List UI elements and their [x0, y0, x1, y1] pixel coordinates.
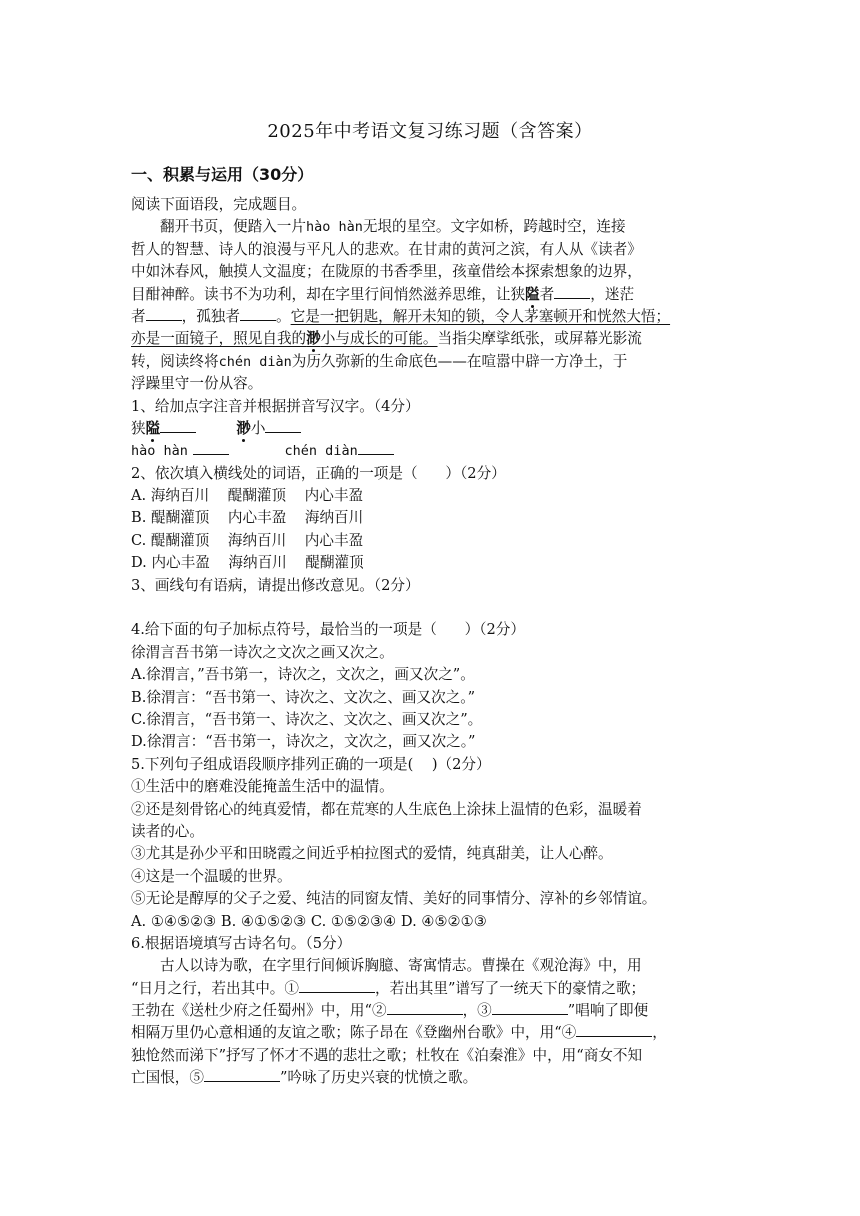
page-title: 2025年中考语文复习练习题（含答案）: [267, 121, 593, 142]
text: 转，阅读终将: [131, 352, 219, 370]
q6-line: [131, 1022, 731, 1044]
text: ，迷茫: [590, 285, 635, 303]
question-stem: 6.根据语境填写古诗名句。（5分）: [131, 934, 352, 952]
pinyin-text: hào hàn: [305, 219, 363, 236]
dotted-char: 渺: [236, 419, 251, 437]
text: 王勃在《送杜少府之任蜀州》中，用“②: [131, 1002, 387, 1020]
underlined-sentence: 它是一把钥匙，解开未知的锁，令人茅塞顿开和恍然大悟；: [290, 307, 671, 325]
option-line: B.徐渭言：“吾书第一、诗次之、文次之、画又次之。”: [131, 688, 476, 706]
q6-line: 古人以诗为歌，在字里行间倾诉胸臆、寄寓情志。曹操在《观沧海》中，用: [160, 957, 642, 975]
sentence-item: ④这是一个温暖的世界。: [131, 867, 292, 885]
question-stem: 3、画线句有语病，请提出修改意见。（2分）: [131, 576, 420, 594]
q1-pinyin-row: [131, 440, 731, 462]
passage-line: [131, 284, 731, 306]
document-body: [131, 194, 731, 1090]
question-stem: 4.给下面的句子加标点符号，最恰当的一项是（ ）（2分）: [131, 621, 525, 639]
text: 目酣神醉。读书不为功利，却在字里行间悄然滋养思维，让狭: [131, 285, 526, 303]
question-stem: 1、给加点字注音并根据拼音写汉字。（4分）: [131, 397, 420, 415]
fill-blank[interactable]: [554, 284, 590, 299]
poem-blank[interactable]: [299, 978, 375, 993]
poem-blank[interactable]: [387, 1000, 463, 1015]
dotted-char: 隘: [525, 285, 540, 303]
fill-blank[interactable]: [240, 306, 276, 321]
sentence-item: ①生活中的磨难没能掩盖生活中的温情。: [131, 778, 394, 796]
q1-answer-row: [131, 418, 731, 440]
text: ，孤独者: [181, 307, 240, 325]
q6-line: [131, 978, 731, 1000]
text: ，若出其里”谱写了一统天下的豪情之歌；: [375, 979, 646, 997]
text: 者: [539, 285, 555, 303]
q6-line: [131, 1000, 731, 1022]
text: ”吟咏了历史兴衰的忧愤之歌。: [279, 1069, 478, 1087]
underlined-sentence: 小与成长的可能。: [320, 330, 438, 348]
option-line: A.徐渭言，”吾书第一，诗次之，文次之，画又次之”。: [131, 666, 475, 684]
underlined-sentence: 亦是一面镜子，照见自我的: [131, 330, 307, 348]
passage-line: [131, 306, 731, 328]
answer-blank[interactable]: [358, 440, 394, 455]
text: ，: [652, 1024, 667, 1042]
text: 者: [131, 307, 146, 325]
sentence-item: ②还是刻骨铭心的纯真爱情，都在荒寒的人生底色上涂抹上温情的色彩，温暖着: [131, 800, 642, 818]
passage-line: 哲人的智慧、诗人的浪漫与平凡人的悲欢。在甘肃的黄河之滨，有人从《读者》: [131, 240, 642, 258]
option-line: A. 海纳百川 醍醐灌顶 内心丰盈: [131, 487, 364, 505]
text: 翻开书页，便踏入一片: [160, 218, 306, 236]
text: 为历久弥新的生命底色——在喧嚣中辟一方净土，于: [291, 352, 628, 370]
answer-space: [131, 597, 731, 619]
option-line: D. 内心丰盈 海纳百川 醍醐灌顶: [131, 554, 364, 572]
text: 无垠的星空。文字如桥，跨越时空，连接: [362, 218, 626, 236]
sentence-item: ③尤其是孙少平和田晓霞之间近乎柏拉图式的爱情，纯真甜美，让人心醉。: [131, 845, 613, 863]
pinyin-text: chén diàn: [284, 443, 358, 460]
answer-blank[interactable]: [193, 440, 229, 455]
passage-line: [131, 351, 731, 373]
q6-line: 独怆然而涕下”抒写了怀才不遇的悲壮之歌；杜牧在《泊秦淮》中，用“商女不知: [131, 1046, 643, 1064]
answer-blank[interactable]: [160, 418, 196, 433]
text: 亡国恨，⑤: [131, 1069, 204, 1087]
text: “日月之行，若出其中。①: [131, 979, 299, 997]
sentence-item: 读者的心。: [131, 822, 204, 840]
pinyin-text: hào hàn: [131, 443, 188, 460]
sentence-item: ⑤无论是醇厚的父子之爱、纯洁的同窗友情、美好的同事情分、淳补的乡邻情谊。: [131, 890, 657, 908]
option-line: B. 醍醐灌顶 内心丰盈 海纳百川: [131, 509, 364, 527]
option-line: C.徐渭言，“吾书第一、诗次之、文次之、画又次之”。: [131, 710, 483, 728]
option-line: A. ①④⑤②③ B. ④①⑤②③ C. ①⑤②③④ D. ④⑤②①③: [131, 912, 487, 930]
question-sentence: 徐渭言吾书第一诗次之文次之画又次之。: [131, 643, 394, 661]
text: ，③: [462, 1002, 492, 1020]
text: 。: [276, 307, 291, 325]
poem-blank[interactable]: [204, 1067, 280, 1082]
text: 狭: [131, 419, 146, 437]
text: 当指尖摩挲纸张，或屏幕光影流: [437, 330, 642, 348]
passage-line: 浮躁里守一份从容。: [131, 375, 263, 393]
answer-blank[interactable]: [265, 418, 301, 433]
text: ”唱响了即便: [567, 1002, 649, 1020]
question-stem: 2、依次填入横线处的词语，正确的一项是（ ）（2分）: [131, 464, 506, 482]
text: 小: [250, 419, 266, 437]
passage-line: [131, 216, 731, 238]
fill-blank[interactable]: [146, 306, 182, 321]
dotted-char: 渺: [306, 330, 321, 348]
pinyin-text: chén diàn: [218, 353, 292, 370]
q6-line: [131, 1067, 731, 1089]
section-heading: 一、积累与运用（30分）: [131, 165, 314, 184]
dotted-char: 隘: [145, 419, 161, 437]
option-line: D.徐渭言：“吾书第一，诗次之，文次之，画又次之。”: [131, 733, 476, 751]
passage-line: [131, 328, 731, 350]
intro-line: 阅读下面语段，完成题目。: [131, 196, 307, 213]
passage-line: 中如沐春风，触摸人文温度；在陇原的书香季里，孩童借绘本探索想象的边界，: [131, 263, 642, 281]
question-stem: 5.下列句子组成语段顺序排列正确的一项是( )（2分）: [131, 755, 491, 773]
option-line: C. 醍醐灌顶 海纳百川 内心丰盈: [131, 531, 364, 549]
poem-blank[interactable]: [576, 1022, 652, 1037]
text: 相隔万里仍心意相通的友谊之歌；陈子昂在《登幽州台歌》中，用“④: [131, 1024, 577, 1042]
poem-blank[interactable]: [492, 1000, 568, 1015]
